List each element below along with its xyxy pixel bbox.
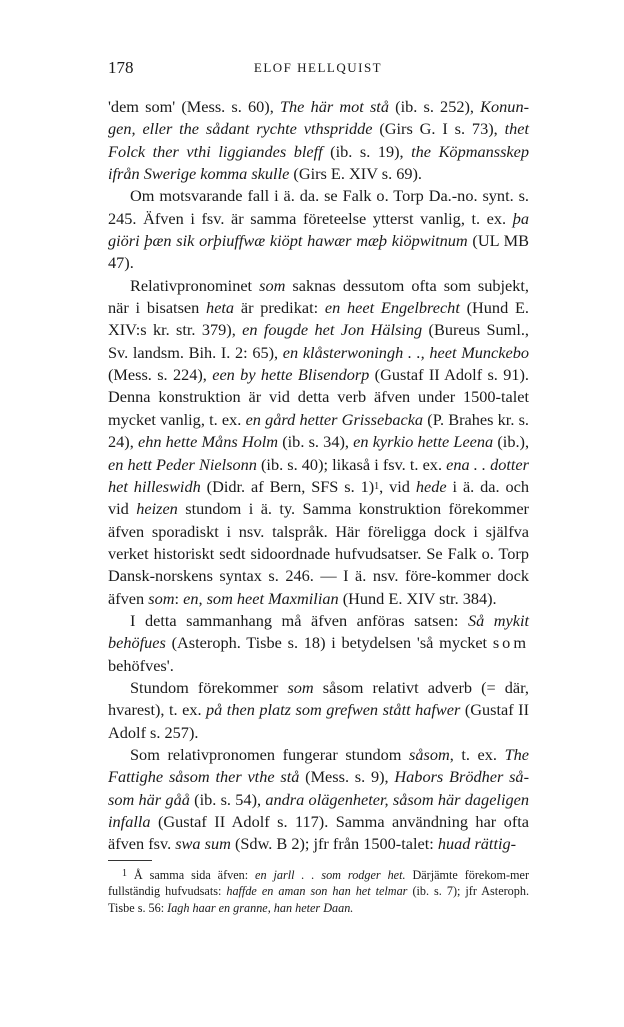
text-run: , vid [379, 476, 416, 496]
italic-citation: som [148, 588, 175, 608]
page-header [108, 58, 528, 82]
italic-citation: en fougde het Jon Hälsing [242, 320, 423, 340]
italic-citation: þa giöri þæn sik orþiuffwæ kiöpt hawær mæþ kiöpwitnum [108, 208, 529, 251]
italic-citation: Konun-gen, eller the sådant rychte vthspridde [108, 97, 529, 139]
text-run: saknas dessutom ofta som subjekt, när i bisatsen [108, 275, 529, 318]
text-run: (UL MB 47). [108, 231, 530, 273]
italic-citation: en klåsterwoningh . ., heet Munckebo [282, 342, 529, 362]
text-run: (Girs G. I s. 73), [372, 119, 505, 139]
footnote-marker: 1 [122, 867, 127, 879]
text-run: är predikat: [234, 298, 325, 318]
text-run: (ib.), [493, 432, 530, 452]
text-run: (Mess. s. 224), [108, 365, 213, 385]
text-run: (ib. s. 7); jfr Asteroph. Tisbe s. 56: [108, 884, 529, 915]
text-run: (Sdw. B 2); jfr från 1500-talet: [230, 834, 438, 854]
italic-citation: swa sum [175, 834, 231, 854]
italic-citation: andra olägenheter, såsom här dageligen infalla [108, 789, 529, 831]
italic-citation: ena . . dotter het hilleswidh [108, 454, 529, 496]
italic-citation: Iagh haar en granne, han heter Daan. [167, 900, 354, 915]
text-run: (Bureus Suml., Sv. landsm. Bih. I. 2: 65), [108, 320, 529, 362]
italic-citation: een by hette Blisendorp [212, 365, 370, 385]
italic-citation: en jarll . . som rodger het. [255, 867, 406, 882]
paragraph-2 [108, 185, 529, 274]
text-run: behöfves'. [108, 655, 174, 675]
italic-citation: ehn hette Måns Holm [137, 432, 279, 452]
text-run: (Asteroph. Tisbe s. 18) i betydelsen 'så mycket [165, 633, 493, 653]
footnote-rule [108, 860, 152, 861]
text-run: (Hund E. XIV:s kr. str. 379), [108, 298, 529, 340]
text-run: (ib. s. 19), [322, 141, 412, 161]
italic-citation: thet Folck ther vthi liggiandes bleff [108, 119, 529, 161]
text-run: (ib. s. 54), [189, 789, 266, 809]
text-run: : [174, 588, 184, 608]
footnote-1 [108, 866, 529, 917]
body-text [108, 96, 529, 916]
italic-citation: The Fattighe såsom ther vthe stå [108, 744, 530, 787]
italic-citation: Så mykit behöfues [108, 610, 530, 653]
text-run: Som relativpronomen fungerar stundom [130, 744, 410, 764]
text-run: (Gustaf II Adolf s. 257). [108, 700, 530, 742]
text-run: (Didr. af Bern, SFS s. 1) [200, 476, 375, 496]
paragraph-5 [108, 677, 529, 744]
text-run: Relativpronominet [130, 275, 260, 295]
paragraph-3 [108, 275, 529, 610]
running-title: ELOF HELLQUIST [253, 60, 383, 75]
italic-citation: The här mot stå [279, 97, 389, 116]
italic-citation: huad rättig- [437, 834, 517, 854]
italic-citation: såsom [409, 744, 450, 764]
text-run: I detta sammanhang må äfven anföras satsen: [130, 610, 468, 630]
text-run: stundom i ä. ty. Samma konstruktion förekommer äfven sporadiskt i nsv. talspråk. Här föreligga dock i själfva verket historiskt sedt sidoordnade hufvudsatser. Se Falk o. Torp Dansk-norskens syntax s. 246. — I ä. nsv. före-kommer dock äfven [108, 499, 529, 608]
italic-citation: haffde en aman son han het telmar [226, 884, 408, 899]
italic-citation: heizen [136, 499, 178, 519]
italic-citation: på then platz som grefwen stått hafwer [206, 700, 461, 720]
text-run: (Mess. s. 9), [299, 767, 395, 787]
footnote-marker: 1 [374, 480, 380, 492]
text-run: (Gustaf II Adolf s. 91). Denna konstruktion är vid detta verb äfven under 1500-talet mycket vanlig, t. ex. [108, 365, 529, 429]
italic-citation: som [259, 275, 286, 295]
text-run: Å samma sida äfven: [127, 867, 256, 882]
page-number: 178 [108, 58, 134, 77]
text-run: (Hund E. XIV str. 384). [338, 588, 497, 608]
italic-citation: en heet Engelbrecht [324, 298, 460, 318]
text-run: , t. ex. [449, 744, 505, 764]
text-run: (ib. s. 34), [278, 432, 354, 452]
text-run: Därjämte förekom-mer fullständig hufvudsats: [108, 867, 530, 899]
text-run: i ä. da. och vid [108, 476, 530, 519]
italic-citation: som [287, 677, 314, 697]
text-run: såsom relativt adverb (= där, hvarest), t. ex. [108, 677, 529, 720]
paragraph-6 [108, 744, 529, 856]
italic-citation: en, som heet Maxmilian [183, 588, 339, 608]
italic-citation: en kyrkio hette Leena [353, 432, 494, 452]
text-run: (ib. s. 40); likaså i fsv. t. ex. [256, 454, 447, 474]
text-run: 'dem som' (Mess. s. 60), [108, 97, 280, 116]
text-run: (ib. s. 252), [388, 97, 481, 116]
italic-citation: heta [206, 298, 235, 318]
text-run: (P. Brahes kr. s. 24), [108, 409, 530, 452]
text-run: (Girs E. XIV s. 69). [289, 164, 422, 184]
italic-citation: hede [415, 476, 447, 496]
italic-citation: en gård hetter Grissebacka [245, 409, 424, 429]
text-run: (Gustaf II Adolf s. 117). Samma användning har ofta äfven fsv. [108, 812, 529, 854]
spaced-emphasis: som [492, 633, 529, 653]
paragraph-4 [108, 610, 529, 677]
paragraph-1 [108, 96, 529, 185]
text-run: Om motsvarande fall i ä. da. se Falk o. Torp Da.-no. synt. s. 245. Äfven i fsv. är samma företeelse ytterst vanlig, t. ex. [108, 186, 529, 228]
text-run: Stundom förekommer [130, 677, 288, 697]
italic-citation: the Köpmansskep ifrån Swerige komma skulle [108, 141, 530, 184]
italic-citation: Habors Brödher så-som här gåå [108, 767, 529, 809]
italic-citation: en hett Peder Nielsonn [108, 454, 257, 474]
